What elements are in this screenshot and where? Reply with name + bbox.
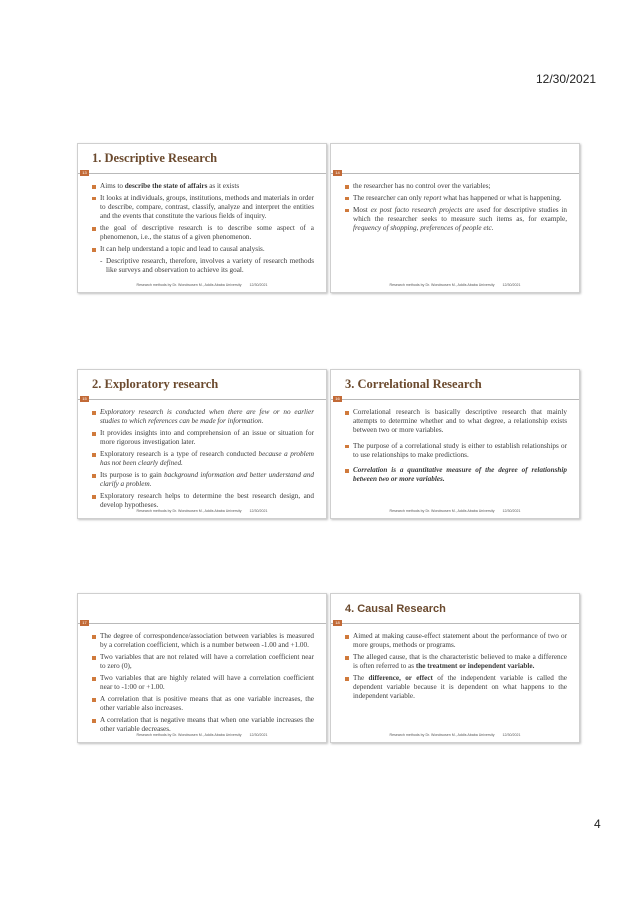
slide-number-tag: 17 [80,620,89,626]
slide-causal-research [330,593,580,743]
bullet-emphasis: the treatment or independent variable. [415,662,535,671]
footer-date: 12/30/2021 [249,283,268,287]
bullet-text: for descriptive studies in which the researcher seeks to measure such items as, for example, [353,205,567,223]
slide-title: 1. Descriptive Research [92,151,218,165]
slide-descriptive-continued [330,143,580,293]
bullet-item: It looks at individuals, groups, institutions, methods and materials in order to describe, compare, contrast, classify, analyze and interpret the entities and the events that constitute the various fields of inquiry. [92,194,314,222]
footer-date: 12/30/2021 [502,283,521,287]
slide-footer [78,733,326,737]
bullet-item: Exploratory research helps to determine the best research design, and develop hypotheses. [92,492,314,510]
slide-number-tag: 18 [333,620,342,626]
footer-date: 12/30/2021 [249,733,268,737]
footer-text: Research methods by Dr. Wondwosen M., Addis Ababa University [136,733,242,737]
bullet-item: It can help understand a topic and lead to causal analysis. [92,245,314,254]
footer-text: Research methods by Dr. Wondwosen M., Addis Ababa University [136,509,242,513]
bullet-item: the goal of descriptive research is to describe some aspect of a phenomenon, i.e., the status of a given phenomenon. [92,224,314,242]
bullet-item [92,182,314,191]
bullet-item [345,194,567,203]
slide-number-tag: 13 [80,170,89,176]
sub-bullet-item: - Descriptive research, therefore, involves a variety of research methods like surveys and observation to achieve its goal. [92,257,314,275]
footer-text: Research methods by Dr. Wondwosen M., Addis Ababa University [136,283,242,287]
bullet-item [345,674,567,702]
bullet-text: The researcher can only [353,193,424,202]
slide-correlation-coefficient [77,593,327,743]
slide-footer [331,283,579,287]
title-divider [78,399,326,400]
bullet-list [345,182,567,236]
bullet-text: Most [353,205,371,214]
footer-text: Research methods by Dr. Wondwosen M., Addis Ababa University [389,509,495,513]
bullet-text: The [353,674,369,682]
bullet-text: Aims to [100,182,125,190]
bullet-emphasis: difference, or effect [368,674,433,682]
bullet-item: Two variables that are not related will have a correlation coefficient near to zero (0), [92,653,314,671]
footer-date: 12/30/2021 [502,509,521,513]
slide-footer [331,509,579,513]
bullet-item: Two variables that are highly related will have a correlation coefficient near to -1:00 or +1.00. [92,674,314,692]
slide-title: 2. Exploratory research [92,377,219,391]
title-divider [78,623,326,624]
bullet-item: Aimed at making cause-effect statement about the performance of two or more groups, methods or programs. [345,632,567,650]
slide-descriptive-research [77,143,327,293]
bullet-item: A correlation that is positive means that as one variable increases, the other variable also increases. [92,695,314,713]
bullet-item: The degree of correspondence/association between variables is measured by a correlation coefficient, which is a number between -1.00 and +1.00. [92,632,314,650]
footer-text: Research methods by Dr. Wondwosen M., Addis Ababa University [389,283,495,287]
bullet-text: The alleged cause, that is the characteristic believed to make a difference is often referred to as [353,653,567,671]
title-divider [331,173,579,174]
slide-footer [78,509,326,513]
slide-exploratory-research [77,369,327,519]
footer-date: 12/30/2021 [249,509,268,513]
bullet-text: Its purpose is to gain [100,471,165,479]
slide-correlational-research [330,369,580,519]
bullet-emphasis: background information and better understand and clarify a problem. [100,471,315,489]
bullet-list [92,182,314,278]
slide-title: 4. Causal Research [345,603,446,615]
title-divider [331,623,579,624]
bullet-item: the researcher has no control over the variables; [345,182,567,191]
bullet-item [92,471,314,489]
bullet-list [345,408,567,487]
bullet-emphasis: frequency of shopping, preferences of people etc. [353,224,494,232]
slide-number-tag: 16 [333,396,342,402]
bullet-emphasis: because a problem has not been clearly defined. [100,450,314,468]
bullet-text: of the independent variable is called the dependent variable because it is dependent on what happens to the independent variable. [353,674,567,701]
slide-footer [331,733,579,737]
bullet-item: It provides insights into and comprehension of an issue or situation for more rigorous investigation later. [92,429,314,447]
slide-footer [78,283,326,287]
bullet-item: Correlation is a quantitative measure of the degree of relationship between two or more variables. [345,466,567,484]
bullet-text: what has happened or what is happening. [441,193,562,202]
bullet-emphasis: describe the state of affairs [124,182,208,190]
bullet-item [345,206,567,234]
bullet-item: Exploratory research is conducted when there are few or no earlier studies to which references can be made for information. [92,408,314,426]
footer-text: Research methods by Dr. Wondwosen M., Addis Ababa University [389,733,495,737]
slide-number-tag: 15 [80,396,89,402]
bullet-text: as it exists [207,182,240,190]
bullet-item [92,450,314,468]
bullet-list [92,632,314,737]
bullet-list [345,632,567,704]
bullet-item: A correlation that is negative means that when one variable increases the other variable decreases. [92,716,314,734]
bullet-list [92,408,314,513]
bullet-text: Exploratory research is a type of research conducted [100,450,259,458]
slide-title: 3. Correlational Research [345,377,482,391]
bullet-emphasis: report [423,193,442,202]
bullet-item [345,653,567,671]
bullet-item: The purpose of a correlational study is either to establish relationships or to use relationships to make predictions. [345,442,567,460]
page-date: 12/30/2021 [536,72,597,86]
title-divider [331,399,579,400]
page-number: 4 [594,817,601,831]
bullet-item: Correlational research is basically descriptive research that mainly attempts to determine whether and to what degree, a relationship exists between two or more variables. [345,408,567,436]
slide-number-tag: 14 [333,170,342,176]
footer-date: 12/30/2021 [502,733,521,737]
title-divider [78,173,326,174]
bullet-emphasis: ex post facto research projects are used [370,205,491,214]
